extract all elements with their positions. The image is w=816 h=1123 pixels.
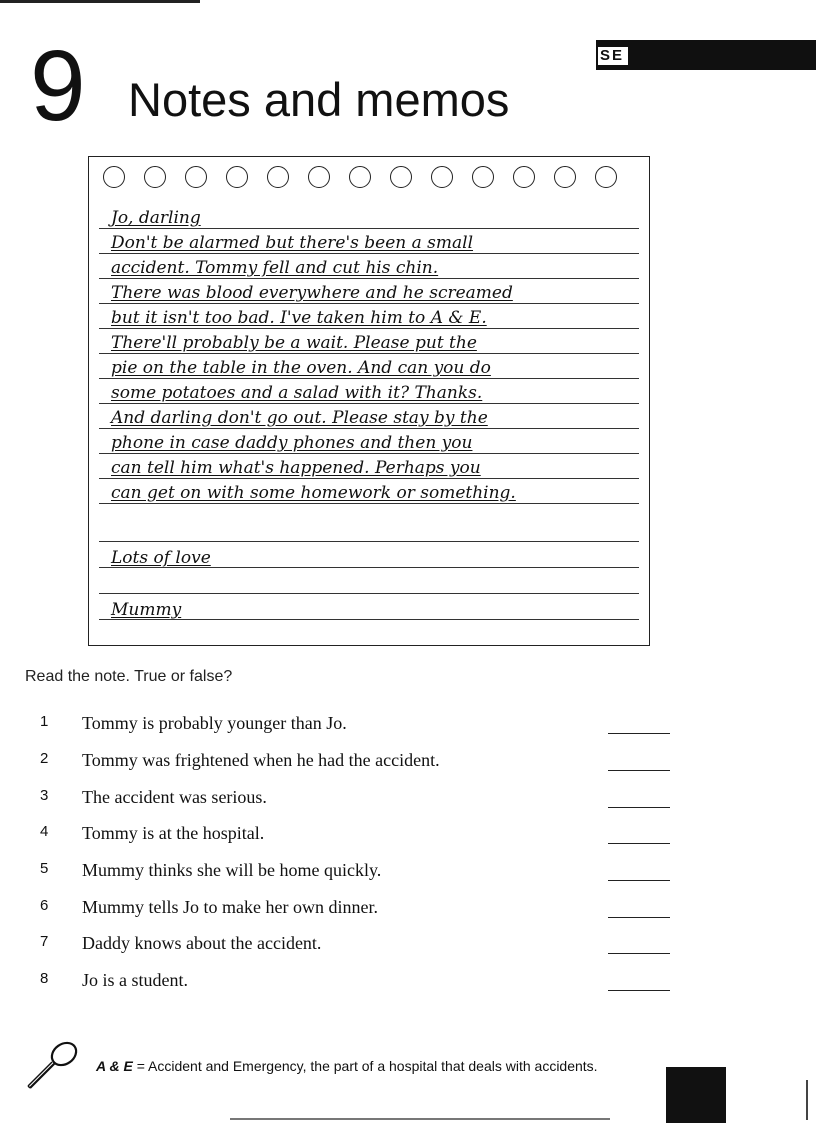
note-closing: Lots of love — [111, 548, 211, 568]
question-number: 6 — [40, 897, 49, 914]
question-row — [30, 897, 680, 921]
top-edge-mark — [0, 0, 200, 3]
question-row — [30, 970, 680, 994]
corner-marker — [666, 1067, 726, 1123]
note-signature: Mummy — [111, 600, 182, 620]
question-text: Mummy tells Jo to make her own dinner. — [82, 897, 378, 917]
answer-blank[interactable] — [608, 807, 670, 808]
ruled-line — [99, 428, 639, 429]
question-text: Tommy was frightened when he had the accident. — [82, 750, 440, 770]
question-text: Jo is a student. — [82, 970, 188, 990]
footnote-term: A & E — [96, 1058, 133, 1074]
question-text: Daddy knows about the accident. — [82, 933, 322, 953]
question-number: 1 — [40, 713, 49, 730]
note-line: There'll probably be a wait. Please put the — [111, 333, 477, 353]
question-row — [30, 823, 680, 847]
note-line: Jo, darling — [111, 208, 201, 228]
bottom-scan-edge — [230, 1118, 610, 1120]
question-number: 5 — [40, 860, 49, 877]
note-line: phone in case daddy phones and then you — [111, 433, 473, 453]
question-row — [30, 713, 680, 737]
footnote-definition: = Accident and Emergency, the part of a hospital that deals with accidents. — [132, 1058, 598, 1074]
right-scan-edge — [806, 1080, 808, 1120]
ruled-line — [99, 478, 639, 479]
question-number: 2 — [40, 750, 49, 767]
note-ruled-area — [99, 157, 639, 647]
answer-blank[interactable] — [608, 880, 670, 881]
ruled-line — [99, 541, 639, 542]
answer-blank[interactable] — [608, 733, 670, 734]
note-line: There was blood everywhere and he screamed — [111, 283, 513, 303]
note-line: And darling don't go out. Please stay by the — [111, 408, 488, 428]
handwritten-note — [88, 156, 650, 646]
magnifying-glass-icon — [22, 1036, 84, 1096]
note-line: can get on with some homework or something. — [111, 483, 516, 503]
answer-blank[interactable] — [608, 990, 670, 991]
ruled-line — [99, 228, 639, 229]
question-number: 4 — [40, 823, 49, 840]
answer-blank[interactable] — [608, 953, 670, 954]
ruled-line — [99, 253, 639, 254]
question-row — [30, 860, 680, 884]
ruled-line — [99, 453, 639, 454]
note-line: pie on the table in the oven. And can you do — [111, 358, 491, 378]
section-label: SE — [598, 47, 628, 65]
ruled-line — [99, 328, 639, 329]
page-title: Notes and memos — [128, 73, 510, 126]
answer-blank[interactable] — [608, 917, 670, 918]
unit-number: 9 — [30, 30, 86, 142]
question-text: Mummy thinks she will be home quickly. — [82, 860, 382, 880]
question-row — [30, 933, 680, 957]
ruled-line — [99, 303, 639, 304]
note-line: some potatoes and a salad with it? Thanks. — [111, 383, 483, 403]
question-row — [30, 750, 680, 774]
ruled-line — [99, 353, 639, 354]
note-line: Don't be alarmed but there's been a small — [111, 233, 474, 253]
note-line: but it isn't too bad. I've taken him to A & E. — [111, 308, 487, 328]
section-tab — [596, 40, 816, 70]
question-row — [30, 787, 680, 811]
answer-blank[interactable] — [608, 770, 670, 771]
footnote — [96, 1057, 676, 1075]
exercise-instruction: Read the note. True or false? — [25, 668, 233, 685]
note-line: can tell him what's happened. Perhaps you — [111, 458, 481, 478]
ruled-line — [99, 593, 639, 594]
ruled-line — [99, 278, 639, 279]
ruled-line — [99, 403, 639, 404]
answer-blank[interactable] — [608, 843, 670, 844]
question-text: Tommy is probably younger than Jo. — [82, 713, 347, 733]
ruled-line — [99, 503, 639, 504]
question-text: Tommy is at the hospital. — [82, 823, 265, 843]
question-number: 8 — [40, 970, 49, 987]
note-line: accident. Tommy fell and cut his chin. — [111, 258, 439, 278]
ruled-line — [99, 378, 639, 379]
question-text: The accident was serious. — [82, 787, 267, 807]
question-number: 3 — [40, 787, 49, 804]
question-number: 7 — [40, 933, 49, 950]
